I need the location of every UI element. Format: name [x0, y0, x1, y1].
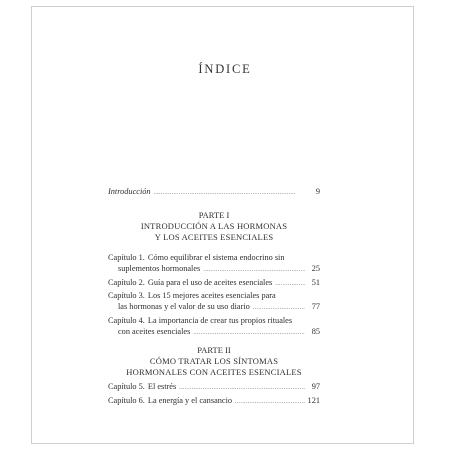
page-number: 25 [311, 264, 320, 273]
dot-leader [203, 263, 305, 276]
chapter-number: Capítulo 2. [108, 277, 145, 287]
chapter-title-cont: con aceites esenciales [118, 326, 191, 336]
part-title-line: HORMONALES CON ACEITES ESENCIALES [126, 367, 302, 377]
page-number: 9 [315, 187, 320, 196]
chapter-title: El estrés [147, 382, 177, 391]
chapter-number: Capítulo 6. [108, 395, 145, 405]
toc-intro [108, 186, 320, 199]
entry-label: Introducción [108, 187, 151, 196]
chapter-list [108, 252, 320, 339]
part-title-line: CÓMO TRATAR LOS SÍNTOMAS [149, 356, 279, 366]
chapter-list [108, 381, 320, 408]
page-number: 85 [311, 326, 320, 336]
chapter-title-cont: suplementos hormonales [118, 264, 201, 273]
dot-leader [275, 277, 305, 290]
chapter-title: Los 15 mejores aceites esenciales para [147, 291, 276, 300]
chapter-title-cont: las hormonas y el valor de su uso diario [118, 302, 250, 311]
part-title-line: Y LOS ACEITES ESENCIALES [154, 232, 274, 242]
part-heading [108, 345, 320, 378]
page-number: 77 [311, 302, 320, 311]
chapter-number: Capítulo 5. [108, 382, 145, 391]
chapter-entry [108, 395, 320, 408]
page-number: 97 [311, 382, 320, 391]
dot-leader [193, 326, 305, 339]
chapter-entry [108, 290, 320, 314]
part-title-line: INTRODUCCIÓN A LAS HORMONAS [140, 221, 288, 231]
chapter-number: Capítulo 1. [108, 253, 145, 262]
chapter-entry [108, 381, 320, 394]
toc-entry [108, 186, 320, 199]
chapter-entry [108, 315, 320, 339]
chapter-entry [108, 252, 320, 276]
dot-leader [253, 301, 305, 314]
part-heading [108, 210, 320, 243]
part-label: PARTE II [197, 345, 231, 355]
dot-leader [179, 381, 305, 394]
chapter-number: Capítulo 3. [108, 291, 145, 300]
page-title: ÍNDICE [198, 62, 252, 76]
dot-leader [235, 395, 305, 408]
chapter-entry [108, 277, 320, 290]
chapter-title: La energía y el cansancio [147, 395, 233, 405]
chapter-number: Capítulo 4. [108, 315, 145, 325]
chapter-title: La importancia de crear tus propios rituales [147, 315, 293, 325]
page-number: 121 [307, 395, 320, 405]
chapter-title: Cómo equilibrar el sistema endocrino sin [147, 253, 285, 262]
chapter-title: Guía para el uso de aceites esenciales [147, 277, 273, 287]
page-number: 51 [311, 277, 320, 287]
dot-leader [154, 186, 305, 199]
part-label: PARTE I [198, 210, 230, 220]
